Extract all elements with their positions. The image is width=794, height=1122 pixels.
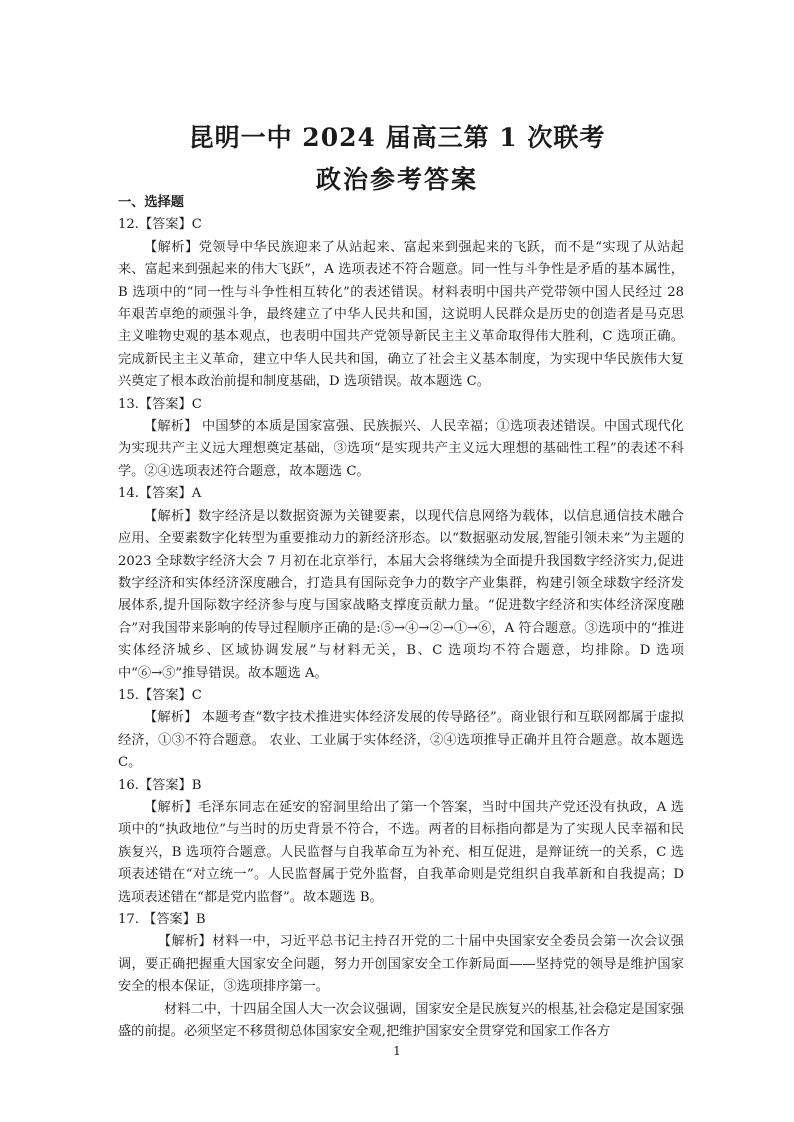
analysis-paragraph: 【解析】材料一中，习近平总书记主持召开党的二十届中央国家安全委员会第一次会议强调，要正确把握重大国家安全问题，努力开创国家安全工作新局面——坚持党的领导是维护国家安全的根本保证，③选项排序第一。 <box>118 934 684 995</box>
question-14 <box>118 483 684 685</box>
document-subtitle: 政治参考答案 <box>315 165 478 194</box>
answer-line: 16.【答案】B <box>118 777 202 793</box>
analysis-paragraph: 材料二中，十四届全国人大一次会议强调，国家安全是民族复兴的根基,社会稳定是国家强盛的前提。必须坚定不移贯彻总体国家安全观,把维护国家安全贯穿党和国家工作各方 <box>118 1001 684 1040</box>
answer-line: 14.【答案】A <box>118 486 202 502</box>
question-16 <box>118 775 684 909</box>
section-title: 一、选择题 <box>118 195 184 210</box>
answer-line: 12.【答案】C <box>118 217 202 233</box>
analysis-paragraph: 【解析】毛泽东同志在延安的窑洞里给出了第一个答案，当时中国共产党还没有执政，A 选项中的“执政地位”与当时的历史背景不符合，不选。两者的目标指向都是为了实现人民幸福和民族复兴，B 选项符合题意。人民监督与自我革命互为补充、相互促进，是辩证统一的关系，C 选项表述错在“对立统一”。人民监督属于党外监督，自我革命则是党组织自我革新和自我提高；D 选项表述错在“都是党内监督”。故本题选 B。 <box>118 799 684 905</box>
question-12 <box>118 214 684 393</box>
analysis-paragraph: 【解析】 本题考查“数字技术推进实体经济发展的传导路径”。商业银行和互联网都属于虚拟经济，①③不符合题意。 农业、工业属于实体经济，②④选项推导正确并且符合题意。故本题选 C。 <box>118 710 684 771</box>
page-number: 1 <box>393 1044 401 1058</box>
question-15 <box>118 685 684 775</box>
analysis-paragraph: 【解析】党领导中华民族迎来了从站起来、富起来到强起来的飞跃，而不是“实现了从站起来、富起来到强起来的伟大飞跃”，A 选项表述不符合题意。同一性与斗争性是矛盾的基本属性，B 选项中的“同一性与斗争性相互转化”的表述错误。材料表明中国共产党带领中国人民经过 28 年艰苦卓绝的顽强斗争，最终建立了中华人民共和国，这说明人民群众是历史的创造者是马克思主义唯物史观的基本观点，也表明中国共产党领导新民主主义革命取得伟大胜利，C 选项正确。完成新民主主义革命，建立中华人民共和国，确立了社会主义基本制度，为实现中华民族伟大复兴奠定了根本政治前提和制度基础，D 选项错误。故本题选 C。 <box>118 239 684 390</box>
question-13 <box>118 394 684 484</box>
question-17 <box>118 909 684 1043</box>
answer-content <box>118 192 684 1043</box>
answer-line: 17. 【答案】B <box>118 912 206 927</box>
answer-line: 15.【答案】C <box>118 687 202 703</box>
answer-line: 13.【答案】C <box>118 396 202 412</box>
analysis-paragraph: 【解析】数字经济是以数据资源为关键要素，以现代信息网络为载体，以信息通信技术融合应用、全要素数字化转型为重要推动力的新经济形态。以“数据驱动发展,智能引领未来”为主题的 2023 全球数字经济大会 7 月初在北京举行，本届大会将继续为全面提升我国数字经济实力,促进数字经济和实体经济深度融合，打造具有国际竞争力的数字产业集群，构建引领全球数字经济发展体系,提升国际数字经济参与度与国家战略支撑度贡献力量。“促进数字经济和实体经济深度融合”对我国带来影响的传导过程顺序正确的是:⑤→④→②→①→⑥，A 符合题意。③选项中的“推进实体经济城乡、区域协调发展”与材料无关，B、C 选项均不符合题意，均排除。D 选项中“⑥→⑤”推导错误。故本题选 A。 <box>118 508 684 681</box>
analysis-paragraph: 【解析】 中国梦的本质是国家富强、民族振兴、人民幸福；①选项表述错误。中国式现代化为实现共产主义远大理想奠定基础，③选项“是实现共产主义远大理想的基础性工程”的表述不科学。②④选项表述符合题意，故本题选 C。 <box>118 419 684 479</box>
document-title: 昆明一中 2024 届高三第 1 次联考 <box>188 123 606 152</box>
